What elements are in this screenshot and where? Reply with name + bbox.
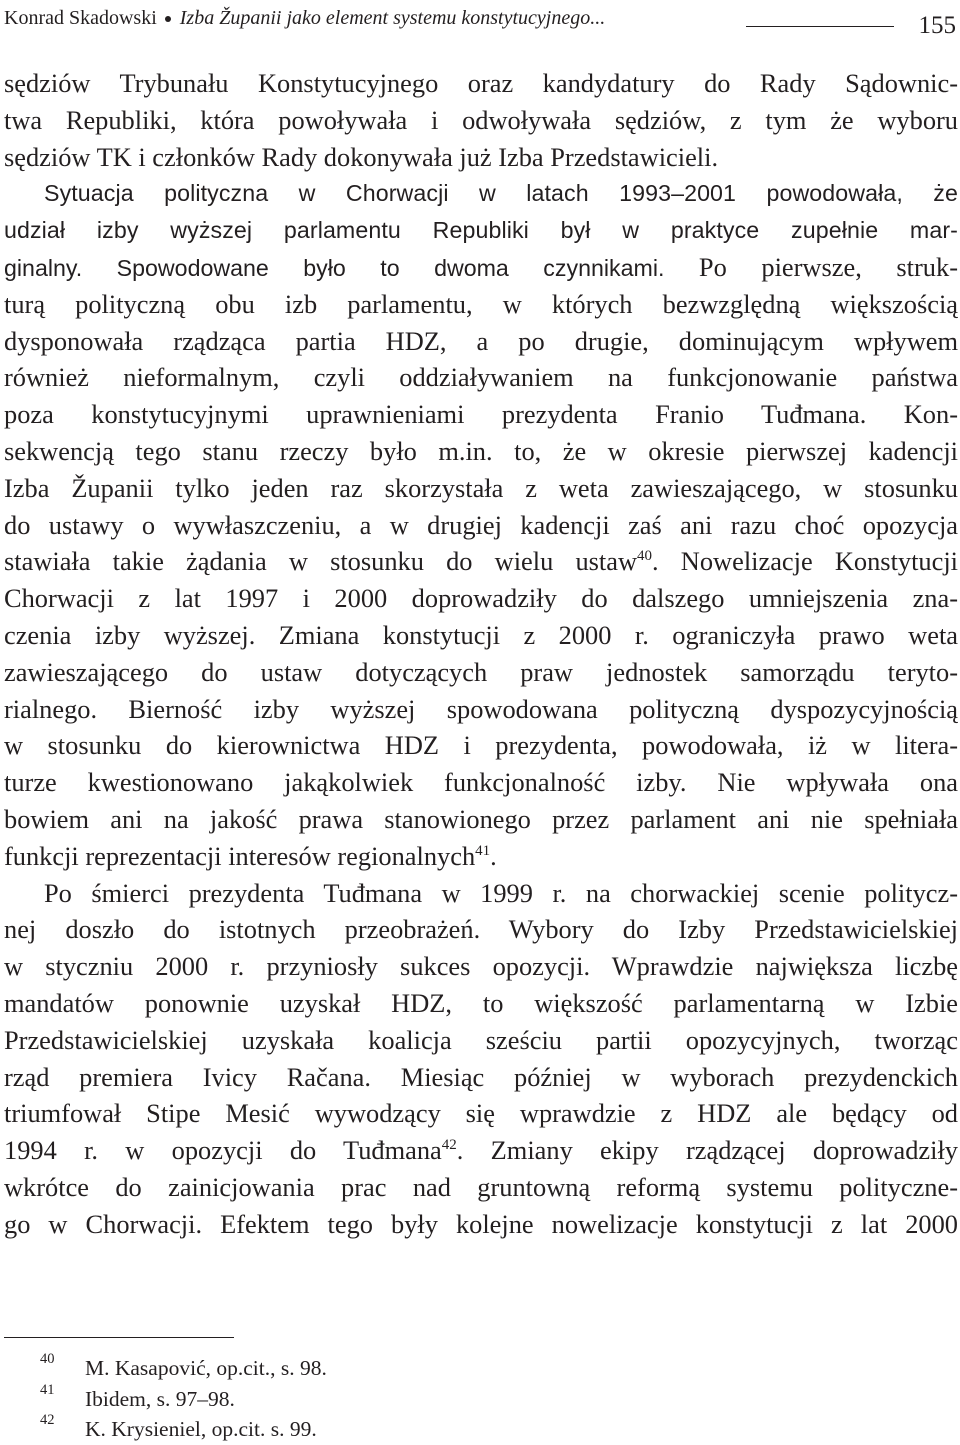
header-author: Konrad Skadowski <box>4 7 157 29</box>
footnote-text: Ibidem, s. 97–98. <box>85 1386 235 1411</box>
text-line: go w Chorwacji. Efektem tego były kolejne nowelizacje konstytucji z lat 2000 <box>4 1208 958 1239</box>
text-line: zawieszającego do ustaw dotyczących praw jednostek samorządu teryto- <box>4 656 958 687</box>
line-text: . Nowelizacje Konstytucji <box>652 546 958 577</box>
text-line <box>4 1132 958 1169</box>
bullet-separator-icon <box>165 16 171 22</box>
text-line: udział izby wyższej parlamentu Republiki był w praktyce zupełnie mar- <box>4 217 958 244</box>
header-left <box>4 6 605 30</box>
line-text: . Zmiany ekipy rządzącej doprowadziły <box>456 1135 958 1166</box>
text-line: turą polityczną obu izb parlamentu, w których bezwzględną większością <box>4 288 958 319</box>
text-line: Izba Županii tylko jeden raz skorzystała z weta zawieszającego, w stosunku <box>4 472 958 503</box>
footnote-item <box>4 1414 604 1445</box>
text-line: sędziów TK i członków Rady dokonywała już Izba Przedstawicieli. <box>4 141 719 172</box>
footnote-item <box>4 1353 604 1384</box>
text-line: Chorwacji z lat 1997 i 2000 doprowadziły do dalszego umniejszenia zna- <box>4 583 958 614</box>
header-title: Izba Županii jako element systemu konstytucyjnego... <box>179 7 606 29</box>
footnote-number: 41 <box>40 1381 55 1398</box>
text-line <box>4 838 958 875</box>
text-line: Przedstawicielskiej uzyskała koalicja sześciu partii opozycyjnych, tworząc <box>4 1024 958 1055</box>
text-line: Sytuacja polityczna w Chorwacji w latach 1993–2001 powodowała, że <box>44 180 958 207</box>
text-line: czenia izby wyższej. Zmiana konstytucji z 2000 r. ograniczyła prawo weta <box>4 619 958 650</box>
text-line: w styczniu 2000 r. przyniosły sukces opozycji. Wprawdzie największa liczbę <box>4 951 958 982</box>
page-number: 155 <box>918 12 956 39</box>
line-text: 1994 r. w opozycji do Tuđmana <box>4 1135 442 1166</box>
running-header <box>4 2 958 42</box>
footnote-text: M. Kasapović, op.cit., s. 98. <box>85 1356 327 1380</box>
text-line: twa Republiki, która powoływała i odwoływała sędziów, z tym że wyboru <box>4 104 958 135</box>
footnote-number: 40 <box>40 1351 55 1367</box>
text-line: Po śmierci prezydenta Tuđmana w 1999 r. na chorwackiej scenie politycz- <box>44 877 958 908</box>
text-line <box>4 249 958 286</box>
text-line: rząd premiera Ivicy Račana. Miesiąc później w wyborach prezydenckich <box>4 1061 958 1092</box>
text-line: bowiem ani na jakość prawa stanowionego przez parlament ani nie spełniała <box>4 803 958 834</box>
text-line: sekwencją tego stanu rzeczy było m.in. to, że w okresie pierwszej kadencji <box>4 435 958 466</box>
footnote-ref[interactable]: 41 <box>475 842 491 859</box>
footnote-ref[interactable]: 40 <box>637 548 653 565</box>
header-rule <box>746 26 894 27</box>
text-line: mandatów ponownie uzyskał HDZ, to większość parlamentarną w Izbie <box>4 987 958 1018</box>
footnote-text: K. Krysieniel, op.cit. s. 99. <box>85 1417 317 1441</box>
text-line: triumfował Stipe Mesić wywodzący się wprawdzie z HDZ ale będący od <box>4 1098 958 1129</box>
text-line: poza konstytucyjnymi uprawnieniami prezydenta Franio Tuđmana. Kon- <box>4 399 958 430</box>
footnote-ref[interactable]: 42 <box>441 1137 457 1154</box>
text-line: rialnego. Bierność izby wyższej spowodowana polityczną dyspozycyjnością <box>4 693 958 724</box>
text-line: nej doszło do istotnych przeobrażeń. Wybory do Izby Przedstawicielskiej <box>4 914 958 945</box>
text-line: sędziów Trybunału Konstytucyjnego oraz kandydatury do Rady Sądownic- <box>4 68 958 98</box>
text-line: wkrótce do zainicjowania prac nad gruntowną reformą systemu politycznе- <box>4 1171 958 1202</box>
footnote-item <box>4 1381 604 1415</box>
text-line: turze kwestionowano jakąkolwiek funkcjonalność izby. Nie wpływała ona <box>4 767 958 798</box>
line-text: . <box>490 840 497 871</box>
text-line: dysponowała rządząca partia HDZ, a po drugie, dominującym wpływem <box>4 325 958 356</box>
footnote-separator <box>4 1337 234 1338</box>
text-line <box>4 543 958 580</box>
line-text: ginalny. Spowodowane było to dwoma czynnikami. <box>4 254 699 281</box>
body-text <box>4 65 958 1243</box>
footnotes <box>4 1353 604 1445</box>
text-line: do ustawy o wywłaszczeniu, a w drugiej kadencji zaś ani razu choć opozycja <box>4 509 958 540</box>
footnote-number: 42 <box>40 1412 55 1428</box>
text-line: również nieformalnym, czyli oddziaływaniem na funkcjonowanie państwa <box>4 362 958 393</box>
line-text: funkcji reprezentacji interesów regionalnych <box>4 840 476 871</box>
line-text: Po pierwsze, struk- <box>698 251 958 282</box>
text-line: w stosunku do kierownictwa HDZ i prezydenta, powodowała, iż w litera- <box>4 730 958 761</box>
line-text: stawiała takie żądania w stosunku do wielu ustaw <box>4 546 638 577</box>
